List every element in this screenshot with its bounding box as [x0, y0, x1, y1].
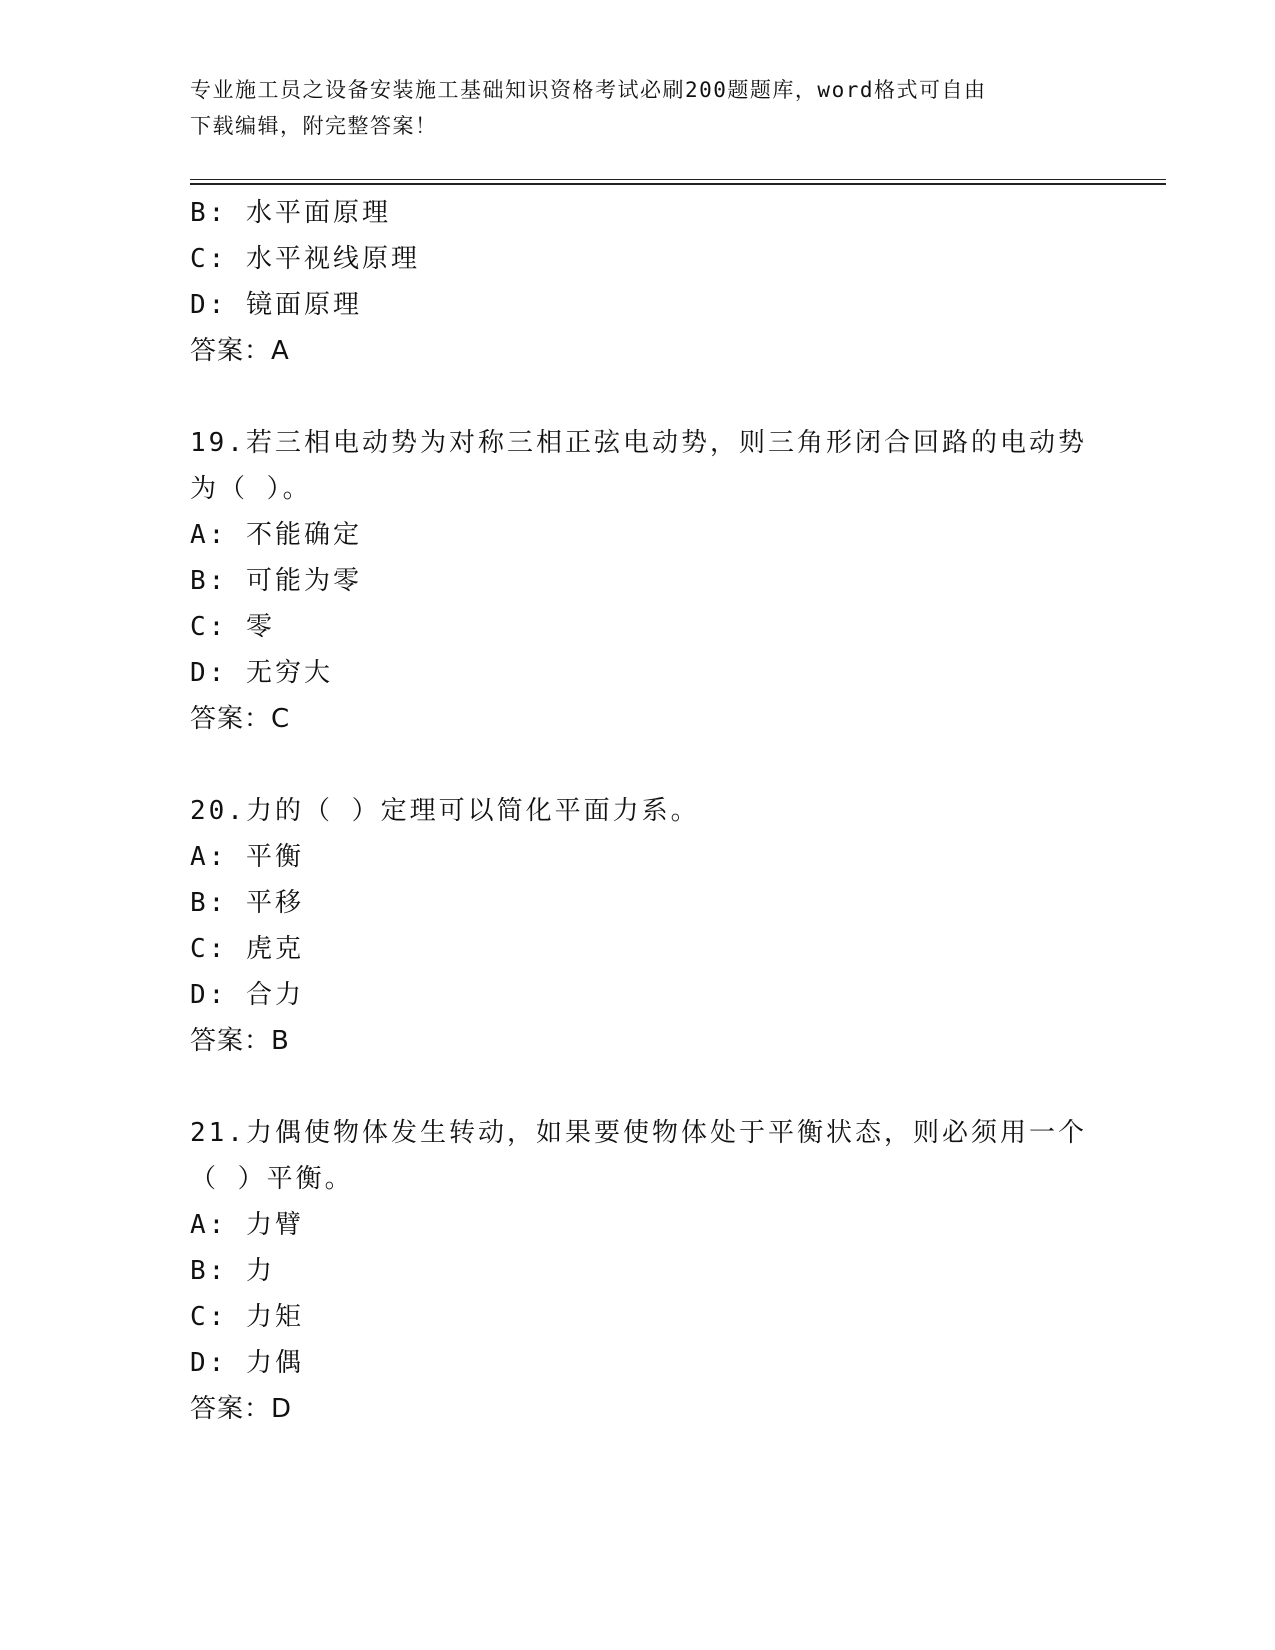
question-stem-continued: 为（ ）。 [190, 474, 312, 504]
option-d: D: 无穷大 [190, 658, 333, 688]
spacer [190, 742, 1090, 788]
option-d: D: 镜面原理 [190, 290, 362, 320]
answer-line: 答案：A [190, 336, 290, 366]
header-divider-thick [190, 183, 1166, 185]
question-content [190, 190, 1090, 1432]
question-stem: 20.力的（ ）定理可以简化平面力系。 [190, 796, 700, 826]
header-divider-thin [190, 179, 1166, 180]
question-block-20 [190, 788, 1090, 1064]
option-b: B: 平移 [190, 888, 304, 918]
option-a: A: 平衡 [190, 842, 304, 872]
header-line-1: 专业施工员之设备安装施工基础知识资格考试必刷200题题库，word格式可自由 [190, 78, 987, 102]
option-b: B: 水平面原理 [190, 198, 391, 228]
option-a: A: 力臂 [190, 1210, 304, 1240]
spacer [190, 1064, 1090, 1110]
option-b: B: 可能为零 [190, 566, 362, 596]
spacer [190, 374, 1090, 420]
option-b: B: 力 [190, 1256, 275, 1286]
question-stem-continued: （ ）平衡。 [190, 1164, 354, 1194]
document-header [190, 72, 1090, 144]
option-a: A: 不能确定 [190, 520, 362, 550]
answer-line: 答案：C [190, 704, 291, 734]
question-block-19 [190, 420, 1090, 742]
question-block-18-continued [190, 190, 1090, 374]
option-d: D: 力偶 [190, 1348, 304, 1378]
option-c: C: 水平视线原理 [190, 244, 420, 274]
option-c: C: 力矩 [190, 1302, 304, 1332]
option-d: D: 合力 [190, 980, 304, 1010]
header-line-2: 下载编辑，附完整答案！ [190, 114, 438, 138]
option-c: C: 零 [190, 612, 275, 642]
question-stem: 21.力偶使物体发生转动，如果要使物体处于平衡状态，则必须用一个 [190, 1118, 1087, 1148]
answer-line: 答案：D [190, 1394, 293, 1424]
question-block-21 [190, 1110, 1090, 1432]
question-stem: 19.若三相电动势为对称三相正弦电动势，则三角形闭合回路的电动势 [190, 428, 1087, 458]
answer-line: 答案：B [190, 1026, 290, 1056]
option-c: C: 虎克 [190, 934, 304, 964]
